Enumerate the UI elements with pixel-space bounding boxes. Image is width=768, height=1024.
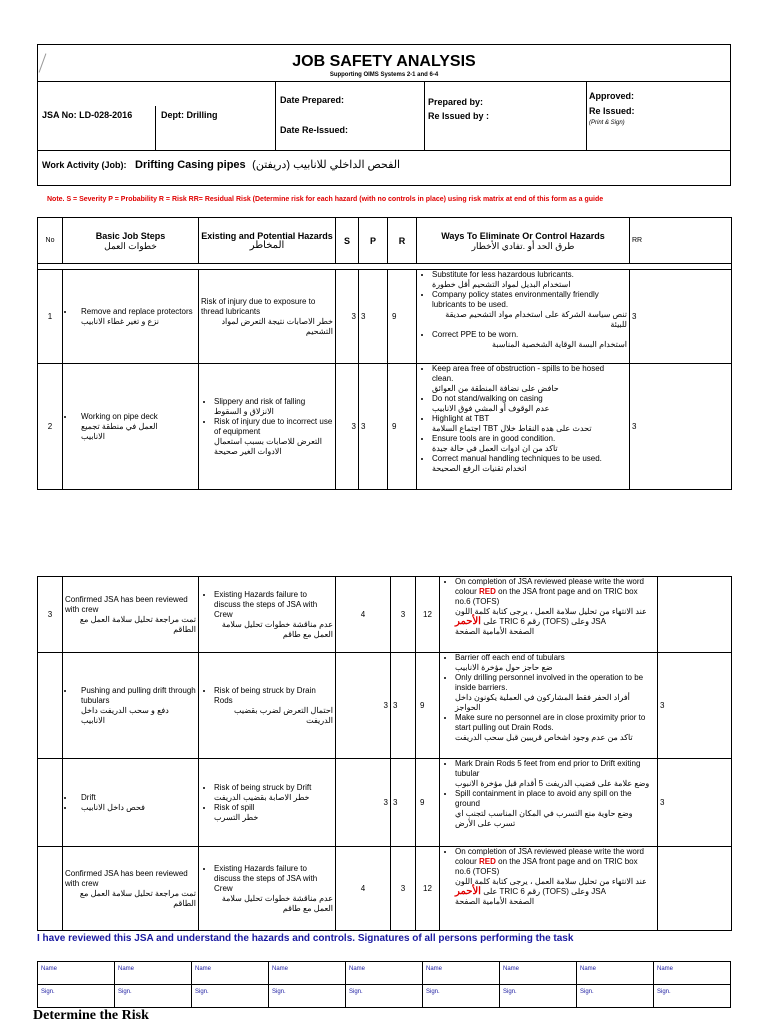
control-item: • Company policy states environmentally friendly lubricants to be used. xyxy=(432,290,627,310)
sign-cell[interactable]: Sign. xyxy=(38,985,115,1008)
probability: 3 xyxy=(359,364,388,490)
jsa-table-page-2 xyxy=(37,576,732,931)
control-item: • JSA وعلى (TOFS) رقم 6 TRIC على الأحمر xyxy=(455,617,655,627)
control-item: • Highlight at TBT xyxy=(432,414,627,424)
step-text: Confirmed JSA has been reviewed with crew xyxy=(65,868,188,888)
sign-cell[interactable]: Sign. xyxy=(192,985,269,1008)
row-no: 1 xyxy=(38,270,63,364)
control-item: • Correct PPE to be worn. xyxy=(432,330,627,340)
residual-risk: 3 xyxy=(630,364,732,490)
risk: 12 xyxy=(416,577,440,653)
reissued-label: Re Issued: xyxy=(589,106,635,116)
control-item: • On completion of JSA reviewed please write the word colour RED on the JSA front page and on TRIC box no.6 (TOFS) xyxy=(455,847,655,877)
hazard-item: • Existing Hazards failure to discuss the steps of JSA with Crew xyxy=(214,864,333,894)
name-cell[interactable]: Name xyxy=(654,962,731,985)
step-text: • Drift xyxy=(75,793,196,803)
step-text: Confirmed JSA has been reviewed with crew xyxy=(65,594,188,614)
control-item: • Spill containment in place to avoid any spill on the ground xyxy=(455,789,655,809)
hazard-item: الانزلاق و السقوط xyxy=(214,406,274,416)
sign-cell[interactable]: Sign. xyxy=(654,985,731,1008)
col-controls: Ways To Eliminate Or Control Hazards xyxy=(441,230,605,241)
probability: 3 xyxy=(359,270,388,364)
control-item: الصفحة الأمامية الصفحة xyxy=(455,897,535,906)
hazard-item: • عدم مناقشة خطوات تحليل سلامة العمل مع طاقم xyxy=(214,894,333,914)
name-cell[interactable]: Name xyxy=(38,962,115,985)
control-item: • JSA وعلى (TOFS) رقم 6 TRIC على الأحمر xyxy=(455,887,655,897)
hazard-item: • Risk of being struck by Drain Rods xyxy=(214,686,333,706)
severity: 3 xyxy=(336,653,391,759)
step-text-ar: دفع و سحب الدريفت داخل الانابيب xyxy=(81,705,169,725)
step-text: • Pushing and pulling drift through tubulars xyxy=(75,686,196,706)
sign-cell[interactable]: Sign. xyxy=(115,985,192,1008)
col-r: R xyxy=(388,218,417,264)
name-cell[interactable]: Name xyxy=(269,962,346,985)
control-item: الصفحة الأمامية الصفحة xyxy=(455,627,535,636)
work-activity-label: Work Activity (Job): xyxy=(42,160,127,170)
date-reissued-label: Date Re-Issued: xyxy=(280,125,349,135)
review-statement: I have reviewed this JSA and understand the hazards and controls. Signatures of all persons performing the task xyxy=(37,933,574,944)
residual-risk: 3 xyxy=(658,759,732,847)
probability: 3 xyxy=(391,653,416,759)
sign-cell[interactable]: Sign. xyxy=(423,985,500,1008)
col-hazards-ar: المخاطر xyxy=(249,239,285,251)
control-item: • أفراد الحفر فقط المشاركون في العملية يكونون داخل الحواجز xyxy=(455,693,655,713)
sign-cell[interactable]: Sign. xyxy=(577,985,654,1008)
risk: 12 xyxy=(416,847,440,931)
control-item: • Substitute for less hazardous lubricants. xyxy=(432,270,627,280)
hazard-item: • احتمال التعرض لضرب بقضيب الدريفت xyxy=(214,706,333,726)
severity: 3 xyxy=(336,364,359,490)
control-item: • Keep area free of obstruction - spills to be hosed clean. xyxy=(432,364,627,384)
step-text: • Remove and replace protectors xyxy=(75,307,196,317)
control-item: حافض على نضافة المنطقة من العوائق xyxy=(432,384,559,393)
jsa-table-page-1 xyxy=(37,217,732,490)
severity: 3 xyxy=(336,270,359,364)
control-item: استخدام البسة الوقاية الشخصية المناسبة xyxy=(492,340,627,349)
severity: 4 xyxy=(336,577,391,653)
work-activity xyxy=(42,158,400,171)
hazard-item: • Slippery and risk of falling xyxy=(214,397,333,407)
hazard-item: • عدم مناقشة خطوات تحليل سلامة العمل مع طاقم xyxy=(214,620,333,640)
risk: 9 xyxy=(388,270,417,364)
control-item: • Only drilling personnel involved in the operation to be inside barriers. xyxy=(455,673,655,693)
signature-sign-row xyxy=(38,985,731,1008)
step-text: • Working on pipe deck xyxy=(75,412,196,422)
hazard-text-ar: خطر الاصابات نتيجة التعرض لمواد التشحيم xyxy=(221,316,333,336)
work-activity-value: Drifting Casing pipes xyxy=(135,159,246,171)
work-activity-arabic: الفحص الداخلي للانابيب (دريفتن) xyxy=(252,159,401,171)
table-row xyxy=(38,653,732,759)
name-cell[interactable]: Name xyxy=(346,962,423,985)
col-steps-ar: خطوات العمل xyxy=(104,240,157,251)
control-item: تاكد من عدم وجود اشخاص قريبين قبل سحب الدريفت xyxy=(455,733,633,742)
col-no: No xyxy=(38,218,63,264)
hazard-item: خطر التسرب xyxy=(214,812,259,822)
risk: 9 xyxy=(388,364,417,490)
residual-risk xyxy=(658,577,732,653)
row-no xyxy=(38,653,63,759)
row-no xyxy=(38,847,63,931)
approved-label: Approved: xyxy=(589,91,634,101)
control-item: ضع حاجز حول مؤخرة الانابيب xyxy=(455,663,553,672)
name-cell[interactable]: Name xyxy=(115,962,192,985)
table-row xyxy=(38,847,732,931)
signature-table xyxy=(37,961,731,1008)
reissued-by-label: Re Issued by : xyxy=(428,111,490,121)
department: Dept: Drilling xyxy=(161,110,218,120)
step-text-ar: نزع و تغير غطاء الانابيب xyxy=(81,316,159,326)
print-sign-note: (Print & Sign) xyxy=(589,120,625,126)
col-s: S xyxy=(336,218,359,264)
form-title: JOB SAFETY ANALYSIS xyxy=(292,53,476,70)
control-item: • Correct manual handling techniques to be used. xyxy=(432,454,627,464)
header-block xyxy=(37,44,731,186)
hazard-item: • خطر الاصابة بقضيب الدريفت xyxy=(214,793,333,803)
probability: 3 xyxy=(391,847,416,931)
name-cell[interactable]: Name xyxy=(577,962,654,985)
control-item: • On completion of JSA reviewed please write the word colour RED on the JSA front page and on TRIC box no.6 (TOFS) xyxy=(455,577,655,607)
severity: 3 xyxy=(336,759,391,847)
hazard-item: • Existing Hazards failure to discuss the steps of JSA with Crew xyxy=(214,590,333,620)
control-item: وضع علامة على قضيب الدريفت 5 أقدام قبل مؤخرة الانبوب xyxy=(455,779,650,788)
table-row xyxy=(38,364,732,490)
control-item: • Make sure no personnel are in close proximity prior to start pulling out Drain Rods. xyxy=(455,713,655,733)
risk-note: Note. S = Severity P = Probability R = Risk RR= Residual Risk (Determine risk for each hazard (with no controls in place) using risk matrix at end of this form as a guide xyxy=(47,196,604,203)
hazard-item: • Risk of being struck by Drift xyxy=(214,783,333,793)
probability: 3 xyxy=(391,577,416,653)
residual-risk xyxy=(658,847,732,931)
control-item: • Barrier off each end of tubulars xyxy=(455,653,655,663)
footer-heading: Determine the Risk xyxy=(33,1008,149,1023)
control-item: • Ensure tools are in good condition. xyxy=(432,434,627,444)
probability: 3 xyxy=(391,759,416,847)
risk: 9 xyxy=(416,653,440,759)
col-rr: RR xyxy=(630,218,732,264)
name-cell[interactable]: Name xyxy=(423,962,500,985)
step-text-ar: • فحص داخل الانابيب xyxy=(75,803,196,813)
risk: 9 xyxy=(416,759,440,847)
col-steps: Basic Job Steps xyxy=(95,230,166,241)
form-subtitle: Supporting OIMS Systems 2-1 and 6-4 xyxy=(329,72,439,78)
control-item: • عند الانتهاء من تحليل سلامة العمل ، يرجى كتابة كلمة اللون xyxy=(455,877,655,887)
signature-name-row xyxy=(38,962,731,985)
control-item: تنص سياسة الشركة على استخدام مواد التشحيم صديقة للبيئة xyxy=(445,310,627,329)
table-row xyxy=(38,577,732,653)
sign-cell[interactable]: Sign. xyxy=(500,985,577,1008)
name-cell[interactable]: Name xyxy=(500,962,577,985)
row-no: 2 xyxy=(38,364,63,490)
step-text-ar: تمت مراجعة تحليل سلامة العمل مع الطاقم xyxy=(79,614,196,634)
hazard-text: Risk of injury due to exposure to thread lubricants xyxy=(201,296,316,316)
table-row xyxy=(38,270,732,364)
residual-risk: 3 xyxy=(658,653,732,759)
jsa-number: JSA No: LD-028-2016 xyxy=(42,110,133,120)
control-item: • استخدام البديل لمواد التشحيم أقل خطورة xyxy=(432,280,627,290)
control-item: • عند الانتهاء من تحليل سلامة العمل ، يرجى كتابة كلمة اللون xyxy=(455,607,655,617)
col-controls-ar: طرق الحد أو .تفادي الأخطار xyxy=(471,240,575,251)
table-row xyxy=(38,759,732,847)
control-item: تحدث على هده النقاط خلال TBT اجتماع السلامة xyxy=(432,424,592,433)
row-no: 3 xyxy=(38,577,63,653)
col-p: P xyxy=(359,218,388,264)
hazard-item: • Risk of spill xyxy=(214,803,333,813)
sign-cell[interactable]: Sign. xyxy=(269,985,346,1008)
control-item: • Do not stand/walking on casing xyxy=(432,394,627,404)
control-item: تاكد من ان ادوات العمل في حالة جيدة xyxy=(432,444,558,453)
severity: 4 xyxy=(336,847,391,931)
hazard-item: التعرض للاصابات بسبب استعمال الادوات الغير صحيحة xyxy=(214,436,323,456)
control-item: عدم الوقوف أو المشي فوق الانابيب xyxy=(432,404,550,413)
control-item: • اتخدام تقنيات الرفع الصحيحة xyxy=(432,464,627,474)
prepared-by-label: Prepared by: xyxy=(428,97,484,107)
date-prepared-label: Date Prepared: xyxy=(280,95,345,105)
control-item: • Mark Drain Rods 5 feet from end prior to Drift exiting tubular xyxy=(455,759,655,779)
table-header-row xyxy=(38,218,732,264)
row-no xyxy=(38,759,63,847)
step-text-ar: تمت مراجعة تحليل سلامة العمل مع الطاقم xyxy=(79,888,196,908)
col-hazards: Existing and Potential Hazards xyxy=(201,230,333,241)
name-cell[interactable]: Name xyxy=(192,962,269,985)
control-item: وضع حاوية منع التسرب في المكان المناسب لتجنب اي تسرب على الأرض xyxy=(455,809,633,828)
hazard-item: • Risk of injury due to incorrect use of equipment xyxy=(214,417,333,437)
sign-cell[interactable]: Sign. xyxy=(346,985,423,1008)
step-text-ar: العمل في منطقة تجميع الانابيب xyxy=(81,421,158,441)
residual-risk: 3 xyxy=(630,270,732,364)
